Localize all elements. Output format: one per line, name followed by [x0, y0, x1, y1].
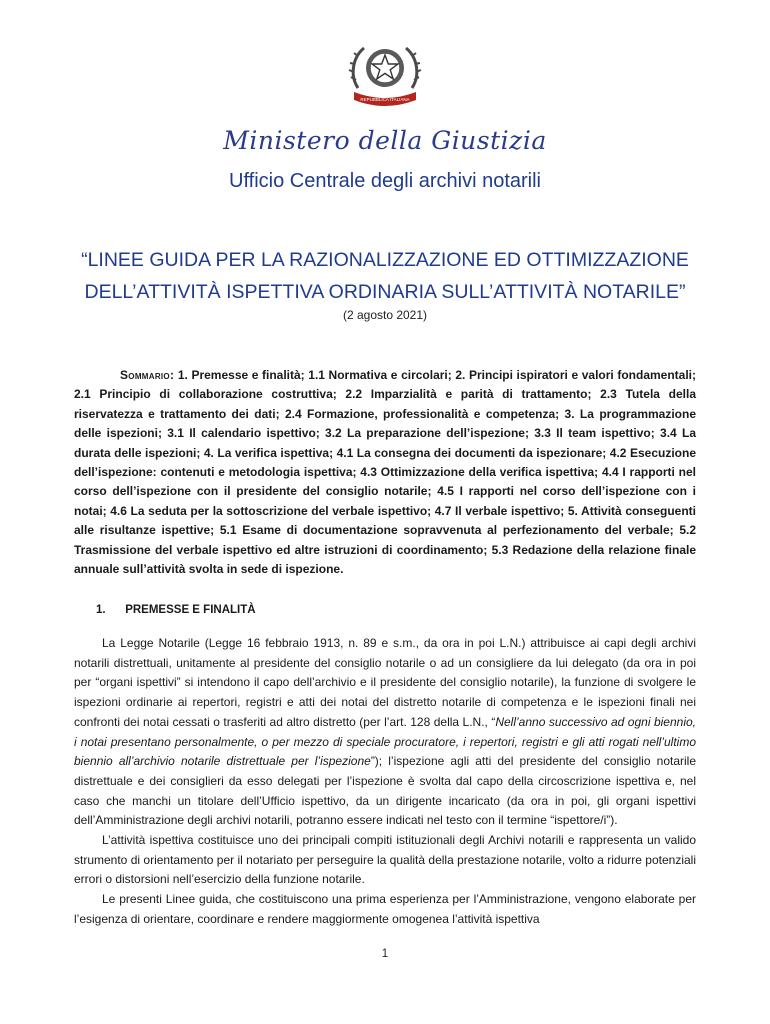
- document-title-line-1: “LINEE GUIDA PER LA RAZIONALIZZAZIONE ED OTTIMIZZAZIONE: [81, 249, 689, 271]
- paragraph-1-text-a: La Legge Notarile (Legge 16 febbraio 1913, n. 89 e s.m., da ora in poi L.N.) attribuisce ai capi degli archivi notarili distrettuali, unitamente al presidente del consiglio notarile o ad un consigliere da lui delegato (da ora in poi per “organi ispettivi” si intendono il capo dell’archivio e il presidente del consiglio notarile), la funzione di svolgere le ispezioni ordinarie ai repertori, registri e atti dei notai del distretto notarile di competenza e le ispezioni finali nei confronti dei notai cessati o trasferiti ad altro distretto (per l’art. 128 della L.N., “: [74, 636, 696, 729]
- section-heading: [96, 604, 256, 616]
- paragraph-1: [74, 634, 696, 831]
- office-name: Ufficio Centrale degli archivi notarili: [229, 170, 541, 192]
- section-title: PREMESSE E FINALITÀ: [125, 604, 256, 616]
- summary-text: 1. Premesse e finalità; 1.1 Normativa e circolari; 2. Principi ispiratori e valori fondamentali; 2.1 Principio di collaborazione costruttiva; 2.2 Imparzialità e parità di trattamento; 2.3 Tutela della riservatezza e trattamento dei dati; 2.4 Formazione, professionalità e competenza; 3. La programmazione delle ispezioni; 3.1 Il calendario ispettivo; 3.2 La preparazione dell’ispezione; 3.3 Il team ispettivo; 3.4 La durata delle ispezioni; 4. La verifica ispettiva; 4.1 La consegna dei documenti da ispezionare; 4.2 Esecuzione dell’ispezione: contenuti e metodologia ispettiva; 4.3 Ottimizzazione della verifica ispettiva; 4.4 I rapporti nel corso dell’ispezione con il presidente del consiglio notarile; 4.5 I rapporti nel corso dell’ispezione con i notai; 4.6 La seduta per la sottoscrizione del verbale ispettivo; 4.7 Il verbale ispettivo; 5. Attività conseguenti alle risultanze ispettive; 5.1 Esame di documentazione sopravvenuta al perfezionamento del verbale; 5.2 Trasmissione del verbale ispettivo ed altre istruzioni di coordinamento; 5.3 Redazione della relazione finale annuale sull’attività svolta in sede di ispezione.: [74, 368, 696, 577]
- table-of-contents-summary: [74, 366, 696, 579]
- paragraph-1-quote: Nell’anno successivo ad ogni biennio, i notai presentano personalmente, o per mezzo di speciale procuratore, i repertori, registri e gli atti rogati nell’ultimo biennio all’archivio notarile distrettuale per l’ispezione: [74, 714, 696, 769]
- section-number: 1.: [96, 604, 106, 616]
- paragraph-1-text-b: ”); l’ispezione agli atti del presidente del consiglio notarile distrettuale e dei consiglieri da esso delegati per l’ispezione è svolta dal capo della circoscrizione ispettiva e, nel caso che manchi un titolare dell’Ufficio ispettivo, da un dirigente incaricato (da ora in poi, gli organi ispettivi dell’Amministrazione degli archivi notarili, potranno essere indicati nel testo con il termine “ispettore/i”).: [74, 754, 697, 828]
- page-number: 1: [381, 948, 389, 960]
- summary-label: Sommario:: [120, 368, 175, 382]
- republic-emblem-icon: [344, 36, 426, 108]
- ministry-name: Ministero della Giustizia: [223, 126, 547, 155]
- document-title-line-2: DELL’ATTIVITÀ ISPETTIVA ORDINARIA SULL’ATTIVITÀ NOTARILE”: [84, 281, 686, 303]
- paragraph-3: Le presenti Linee guida, che costituiscono una prima esperienza per l’Amministrazione, vengono elaborate per l’esigenza di orientare, coordinare e rendere maggiormente omogenea l’attività ispettiva: [74, 892, 696, 926]
- document-title: [40, 244, 730, 308]
- emblem-ribbon-text: REPUBBLICA ITALIANA: [360, 97, 410, 102]
- paragraph-2: L’attività ispettiva costituisce uno dei principali compiti istituzionali degli Archivi notarili e rappresenta un valido strumento di orientamento per il notariato per perseguire la qualità della prestazione notarile, volto a ridurre potenziali errori o distorsioni nell’esercizio della funzione notarile.: [74, 833, 696, 887]
- document-date: (2 agosto 2021): [342, 308, 428, 322]
- section-body: [74, 634, 696, 930]
